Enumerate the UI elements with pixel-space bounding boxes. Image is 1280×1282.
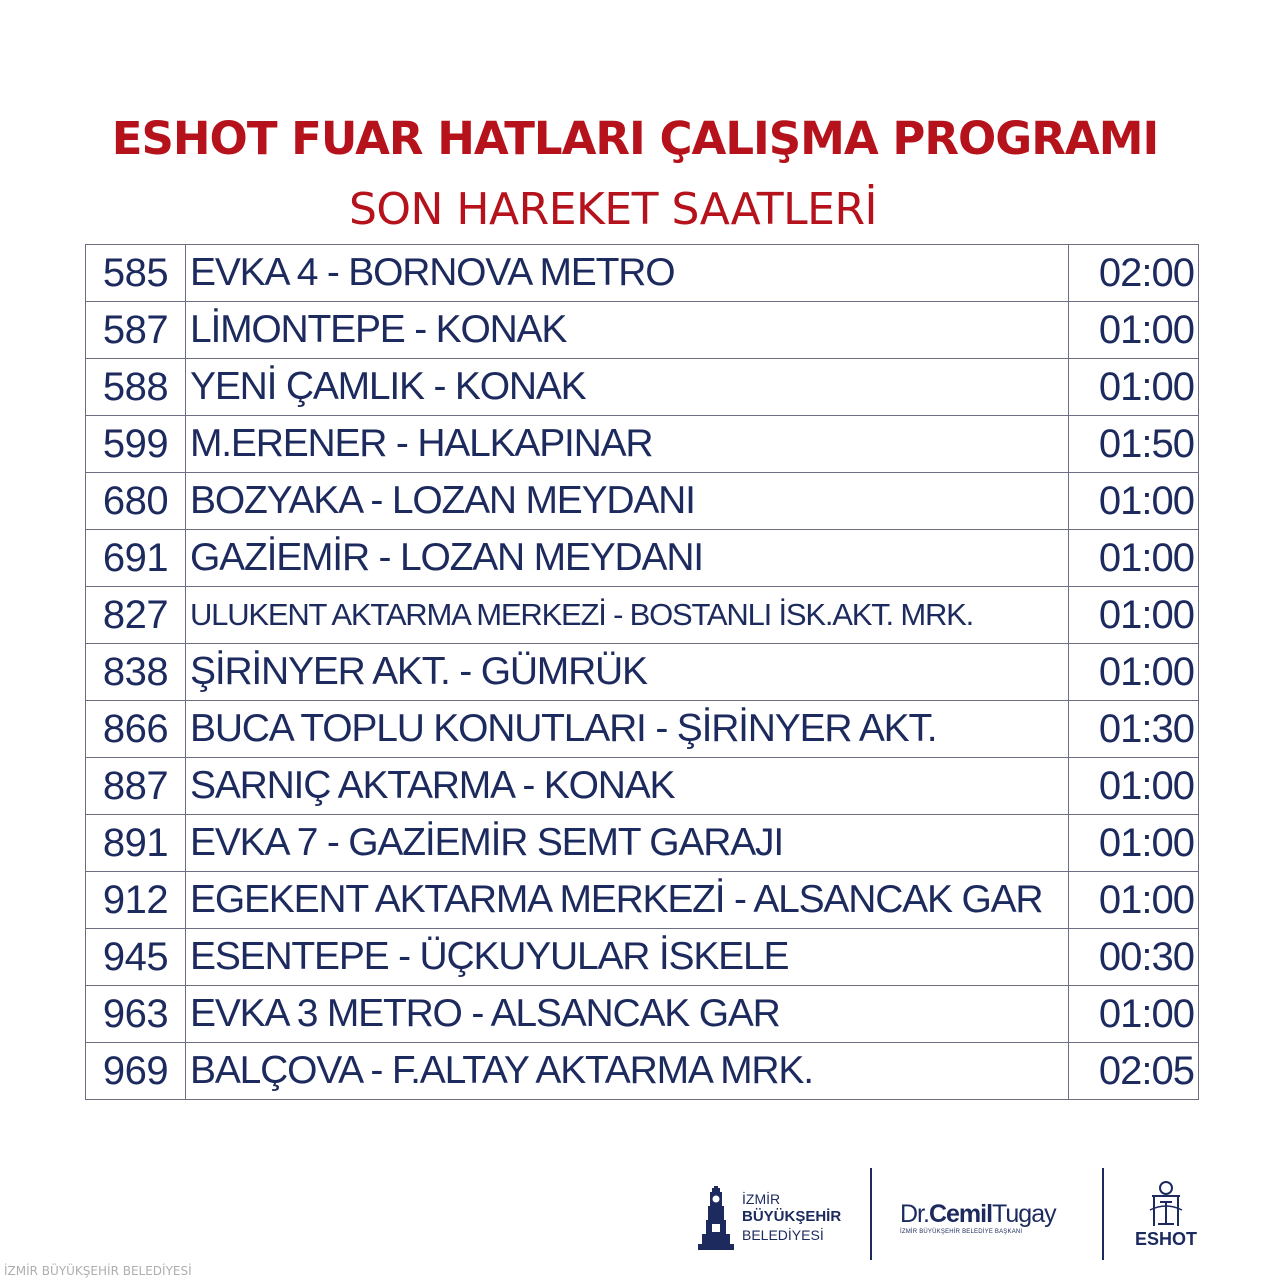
schedule-table	[85, 244, 1199, 1100]
footer-divider	[1102, 1168, 1104, 1260]
last-departure-time: 01:00	[1069, 359, 1199, 416]
last-departure-time: 01:30	[1069, 701, 1199, 758]
last-departure-time: 02:00	[1069, 245, 1199, 302]
table-row	[86, 815, 1199, 872]
route-name: GAZİEMİR - LOZAN MEYDANI	[186, 530, 1069, 587]
mayor-subtitle: İZMİR BÜYÜKŞEHİR BELEDİYE BAŞKANI	[900, 1229, 1023, 1235]
mayor-logo	[900, 1200, 1090, 1236]
last-departure-time: 02:05	[1069, 1043, 1199, 1100]
line-number: 945	[86, 929, 186, 986]
route-name: EVKA 4 - BORNOVA METRO	[186, 245, 1069, 302]
last-departure-time: 01:00	[1069, 644, 1199, 701]
izmir-line3: BELEDİYESİ	[742, 1227, 824, 1243]
route-name: EVKA 3 METRO - ALSANCAK GAR	[186, 986, 1069, 1043]
line-number: 599	[86, 416, 186, 473]
eshot-label: ESHOT	[1134, 1229, 1197, 1249]
line-number: 887	[86, 758, 186, 815]
table-row	[86, 359, 1199, 416]
footer	[0, 1160, 1280, 1282]
izmir-line2: BÜYÜKŞEHİR	[742, 1208, 842, 1225]
last-departure-time: 01:00	[1069, 530, 1199, 587]
last-departure-time: 01:00	[1069, 872, 1199, 929]
izmir-municipality-logo	[698, 1186, 858, 1250]
eshot-logo	[1128, 1180, 1204, 1260]
mayor-last-name: Tugay	[992, 1200, 1056, 1228]
route-name: YENİ ÇAMLIK - KONAK	[186, 359, 1069, 416]
mayor-first-name: Cemil	[928, 1200, 993, 1228]
last-departure-time: 01:00	[1069, 302, 1199, 359]
table-row	[86, 758, 1199, 815]
last-departure-time: 01:50	[1069, 416, 1199, 473]
table-row	[86, 473, 1199, 530]
route-name: BALÇOVA - F.ALTAY AKTARMA MRK.	[186, 1043, 1069, 1100]
route-name: ŞİRİNYER AKT. - GÜMRÜK	[186, 644, 1069, 701]
line-number: 866	[86, 701, 186, 758]
izmir-line1: İZMİR	[742, 1191, 781, 1207]
last-departure-time: 01:00	[1069, 986, 1199, 1043]
route-name: BUCA TOPLU KONUTLARI - ŞİRİNYER AKT.	[186, 701, 1069, 758]
table-row	[86, 986, 1199, 1043]
eshot-emblem-icon	[1146, 1180, 1186, 1228]
footer-divider	[870, 1168, 872, 1260]
route-name: LİMONTEPE - KONAK	[186, 302, 1069, 359]
line-number: 912	[86, 872, 186, 929]
line-number: 585	[86, 245, 186, 302]
route-name: EVKA 7 - GAZİEMİR SEMT GARAJI	[186, 815, 1069, 872]
table-row	[86, 872, 1199, 929]
line-number: 680	[86, 473, 186, 530]
line-number: 838	[86, 644, 186, 701]
route-name: M.ERENER - HALKAPINAR	[186, 416, 1069, 473]
schedule-body	[86, 245, 1199, 1100]
route-name: ESENTEPE - ÜÇKUYULAR İSKELE	[186, 929, 1069, 986]
line-number: 587	[86, 302, 186, 359]
table-row	[86, 416, 1199, 473]
table-row	[86, 1043, 1199, 1100]
table-row	[86, 587, 1199, 644]
clock-tower-icon	[698, 1186, 734, 1250]
last-departure-time: 01:00	[1069, 815, 1199, 872]
line-number: 827	[86, 587, 186, 644]
table-row	[86, 644, 1199, 701]
table-row	[86, 530, 1199, 587]
route-name: SARNIÇ AKTARMA - KONAK	[186, 758, 1069, 815]
table-row	[86, 701, 1199, 758]
last-departure-time: 01:00	[1069, 587, 1199, 644]
line-number: 891	[86, 815, 186, 872]
route-name: ULUKENT AKTARMA MERKEZİ - BOSTANLI İSK.AKT. MRK.	[186, 587, 1069, 644]
page-subtitle: SON HAREKET SAATLERİ	[348, 184, 878, 235]
table-row	[86, 302, 1199, 359]
table-row	[86, 245, 1199, 302]
table-row	[86, 929, 1199, 986]
last-departure-time: 01:00	[1069, 758, 1199, 815]
line-number: 588	[86, 359, 186, 416]
last-departure-time: 01:00	[1069, 473, 1199, 530]
line-number: 963	[86, 986, 186, 1043]
page-title: ESHOT FUAR HATLARI ÇALIŞMA PROGRAMI	[111, 112, 1159, 165]
route-name: EGEKENT AKTARMA MERKEZİ - ALSANCAK GAR	[186, 872, 1069, 929]
last-departure-time: 00:30	[1069, 929, 1199, 986]
mayor-prefix: Dr.	[900, 1200, 929, 1228]
route-name: BOZYAKA - LOZAN MEYDANI	[186, 473, 1069, 530]
line-number: 969	[86, 1043, 186, 1100]
watermark: İZMİR BÜYÜKŞEHİR BELEDİYESİ	[4, 1264, 192, 1278]
line-number: 691	[86, 530, 186, 587]
